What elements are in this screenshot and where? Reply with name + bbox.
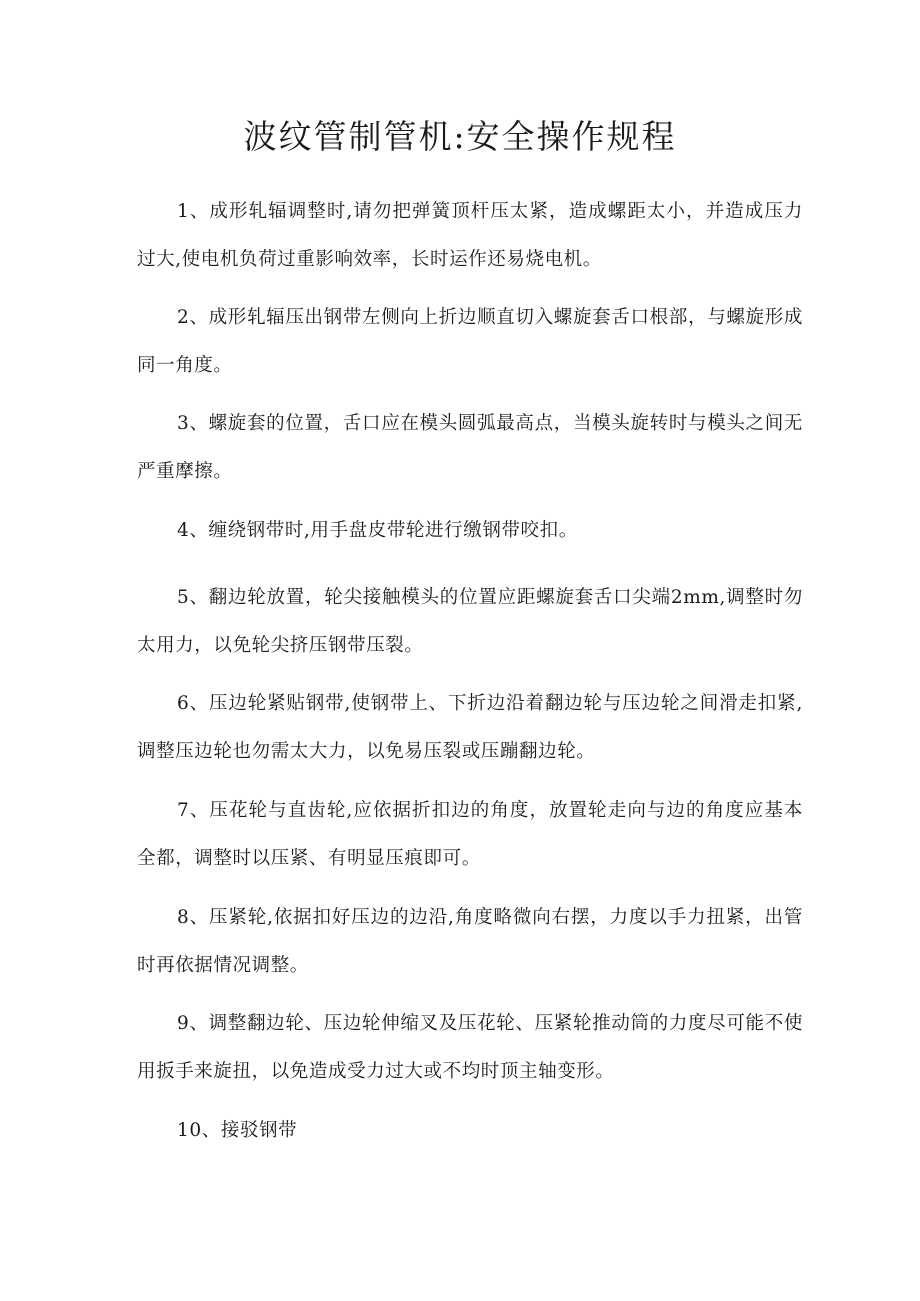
paragraph-6: 6、压边轮紧贴钢带,使钢带上、下折边沿着翻边轮与压边轮之间滑走扣紧,调整压边轮也勿需太大力，以免易压裂或压蹦翻边轮。 [137,693,803,762]
document-title: 波纹管制管机:安全操作规程 [243,117,677,156]
paragraph-7: 7、压花轮与直齿轮,应依据折扣边的角度，放置轮走向与边的角度应基本全都，调整时以压紧、有明显压痕即可。 [137,800,803,869]
paragraph-9: 9、调整翻边轮、压边轮伸缩叉及压花轮、压紧轮推动筒的力度尽可能不使用扳手来旋扭，以免造成受力过大或不均时顶主轴变形。 [137,1013,803,1082]
paragraph-3: 3、螺旋套的位置，舌口应在模头圆弧最高点，当模头旋转时与模头之间无严重摩擦。 [137,413,803,482]
paragraph-8: 8、压紧轮,依据扣好压边的边沿,角度略微向右摆，力度以手力扭紧，出管时再依据情况调整。 [137,907,803,976]
paragraph-2: 2、成形轧辐压出钢带左侧向上折边顺直切入螺旋套舌口根部，与螺旋形成同一角度。 [137,307,803,376]
paragraph-4: 4、缠绕钢带时,用手盘皮带轮进行缴钢带咬扣。 [177,520,578,541]
paragraph-10: 10、接驳钢带 [177,1120,298,1141]
paragraph-1: 1、成形轧辐调整时,请勿把弹簧顶杆压太紧，造成螺距太小，并造成压力过大,使电机负荷过重影响效率，长时运作还易烧电机。 [137,201,803,270]
paragraph-5: 5、翻边轮放置，轮尖接触模头的位置应距螺旋套舌口尖端2mm,调整时勿太用力，以免轮尖挤压钢带压裂。 [137,587,803,656]
